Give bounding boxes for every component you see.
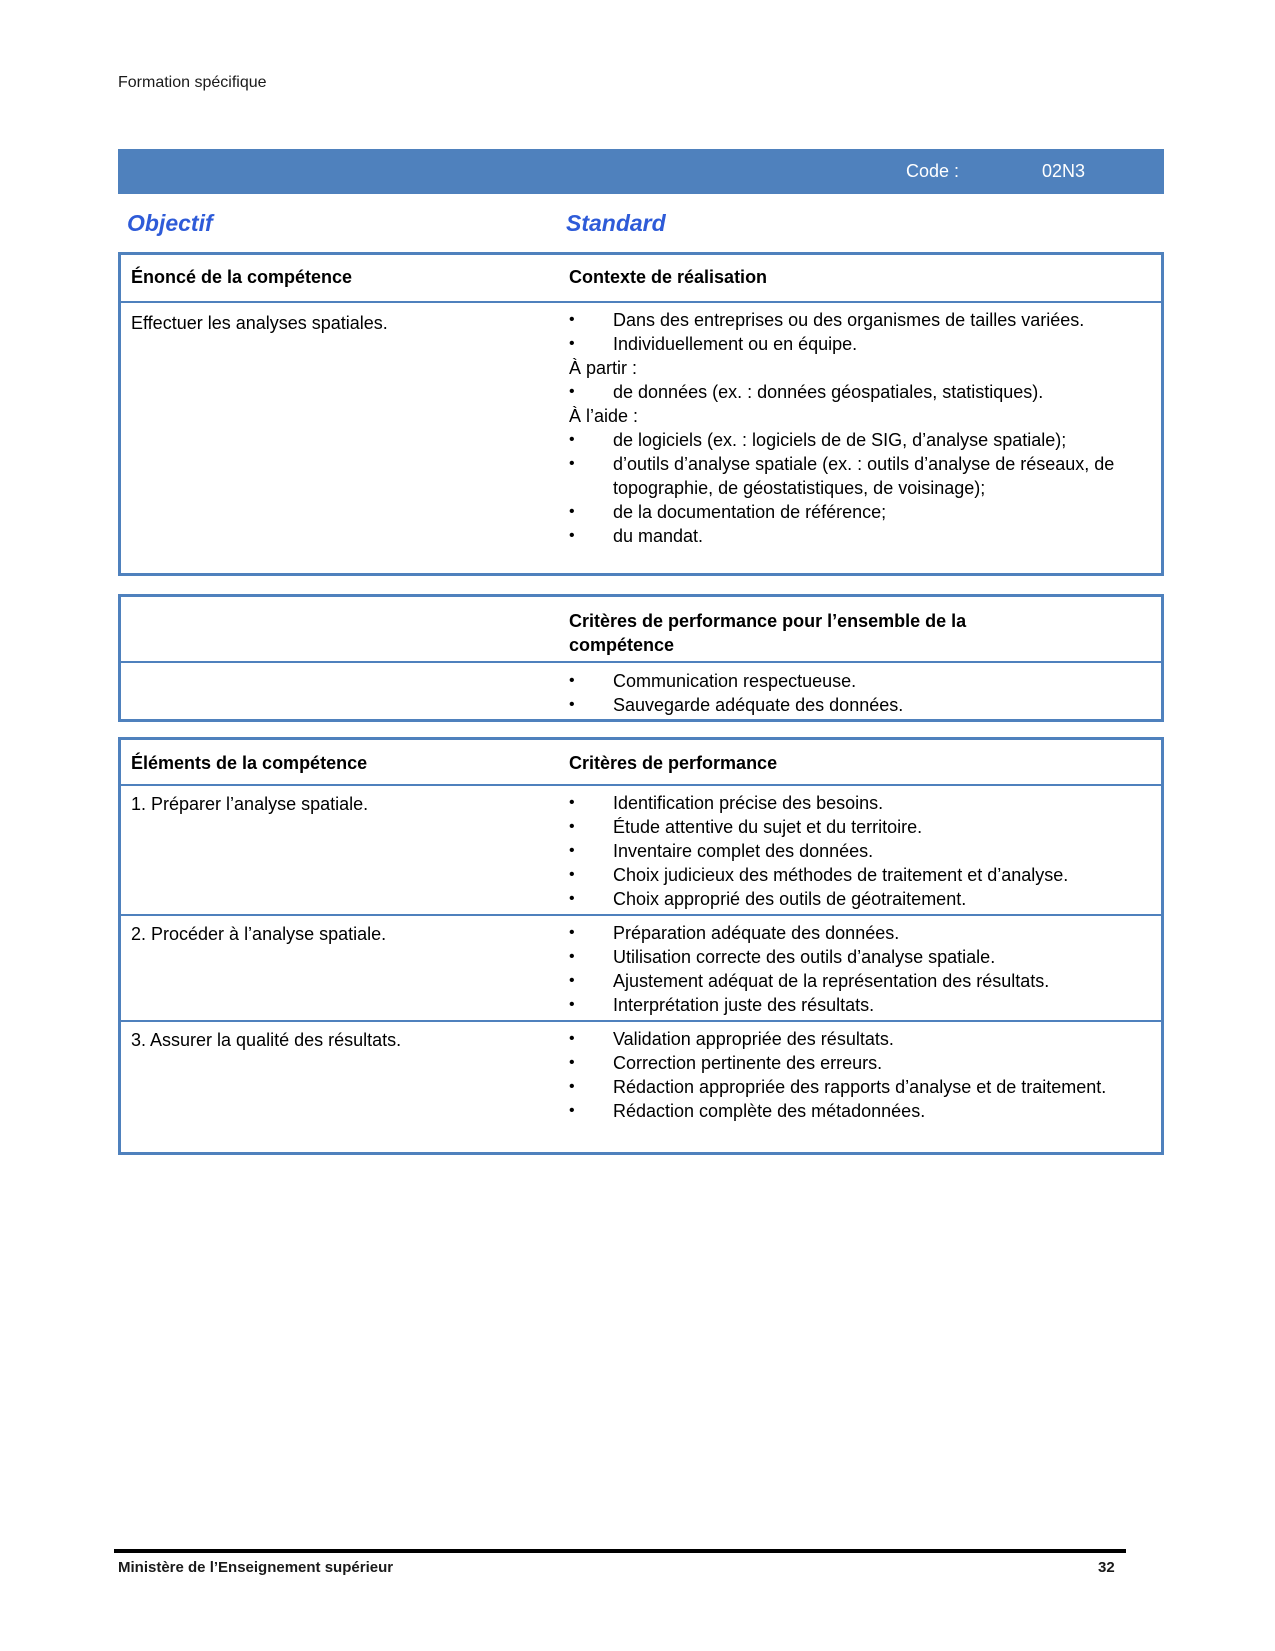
context-subheading: À l’aide : xyxy=(569,406,639,426)
program-label: Formation spécifique xyxy=(118,74,267,91)
footer-rule xyxy=(114,1549,1126,1553)
competence-statement: Effectuer les analyses spatiales. xyxy=(131,313,388,333)
context-header: Contexte de réalisation xyxy=(569,267,768,287)
context-item: • Dans des entreprises ou des organismes de tailles variées. xyxy=(569,308,1149,332)
context-item: • du mandat. xyxy=(569,524,1149,548)
performance-criterion: • Rédaction complète des métadonnées. xyxy=(569,1099,1149,1123)
performance-criterion: • Correction pertinente des erreurs. xyxy=(569,1051,1149,1075)
context-item: • d’outils d’analyse spatiale (ex. : outils d’analyse de réseaux, de topographie, de géostatistiques, de voisinage); xyxy=(569,452,1149,500)
statement-header: Énoncé de la compétence xyxy=(131,267,353,287)
performance-criterion: • Choix judicieux des méthodes de traitement et d’analyse. xyxy=(569,863,1149,887)
footer-ministry: Ministère de l’Enseignement supérieur xyxy=(118,1559,394,1576)
context-subheading: À partir : xyxy=(569,358,638,378)
element-row xyxy=(121,784,1161,914)
performance-criterion: • Étude attentive du sujet et du territoire. xyxy=(569,815,1149,839)
performance-criterion: • Inventaire complet des données. xyxy=(569,839,1149,863)
context-list xyxy=(569,308,1149,548)
performance-criterion: • Identification précise des besoins. xyxy=(569,791,1149,815)
overall-criteria-header: Critères de performance pour l’ensemble de la compétence xyxy=(569,611,967,655)
elements-table xyxy=(118,737,1164,1155)
overall-criteria-table xyxy=(118,594,1164,722)
performance-criterion: • Ajustement adéquat de la représentation des résultats. xyxy=(569,969,1149,993)
overall-criteria-body-row xyxy=(121,661,1161,721)
competence-table xyxy=(118,252,1164,576)
context-item: • Individuellement ou en équipe. xyxy=(569,332,1149,356)
competence-header-row xyxy=(121,255,1161,301)
overall-criterion: • Communication respectueuse. xyxy=(569,669,1149,693)
elements-header-row xyxy=(121,740,1161,784)
elements-header: Éléments de la compétence xyxy=(131,753,368,773)
overall-criterion: • Sauvegarde adéquate des données. xyxy=(569,693,1149,717)
competence-body-row xyxy=(121,301,1161,573)
code-bar xyxy=(118,149,1164,194)
performance-criterion: • Utilisation correcte des outils d’analyse spatiale. xyxy=(569,945,1149,969)
context-item: • de la documentation de référence; xyxy=(569,500,1149,524)
page-number: 32 xyxy=(1098,1559,1115,1576)
overall-criteria-list xyxy=(569,669,1149,717)
standard-heading: Standard xyxy=(566,210,666,236)
performance-criterion: • Interprétation juste des résultats. xyxy=(569,993,1149,1017)
performance-criterion: • Rédaction appropriée des rapports d’analyse et de traitement. xyxy=(569,1075,1149,1099)
objective-heading: Objectif xyxy=(127,210,213,236)
context-item: • de données (ex. : données géospatiales, statistiques). xyxy=(569,380,1149,404)
element-label: 3. Assurer la qualité des résultats. xyxy=(131,1030,402,1050)
code-label: Code : xyxy=(906,161,960,181)
overall-criteria-header-row xyxy=(121,597,1161,661)
performance-criterion: • Choix approprié des outils de géotraitement. xyxy=(569,887,1149,911)
context-item: • de logiciels (ex. : logiciels de de SIG, d’analyse spatiale); xyxy=(569,428,1149,452)
element-row xyxy=(121,1020,1161,1150)
element-label: 1. Préparer l’analyse spatiale. xyxy=(131,794,369,814)
performance-criterion: • Préparation adéquate des données. xyxy=(569,921,1149,945)
element-label: 2. Procéder à l’analyse spatiale. xyxy=(131,924,387,944)
criteria-header: Critères de performance xyxy=(569,753,778,773)
code-value: 02N3 xyxy=(1042,161,1086,181)
performance-criterion: • Validation appropriée des résultats. xyxy=(569,1027,1149,1051)
element-row xyxy=(121,914,1161,1020)
